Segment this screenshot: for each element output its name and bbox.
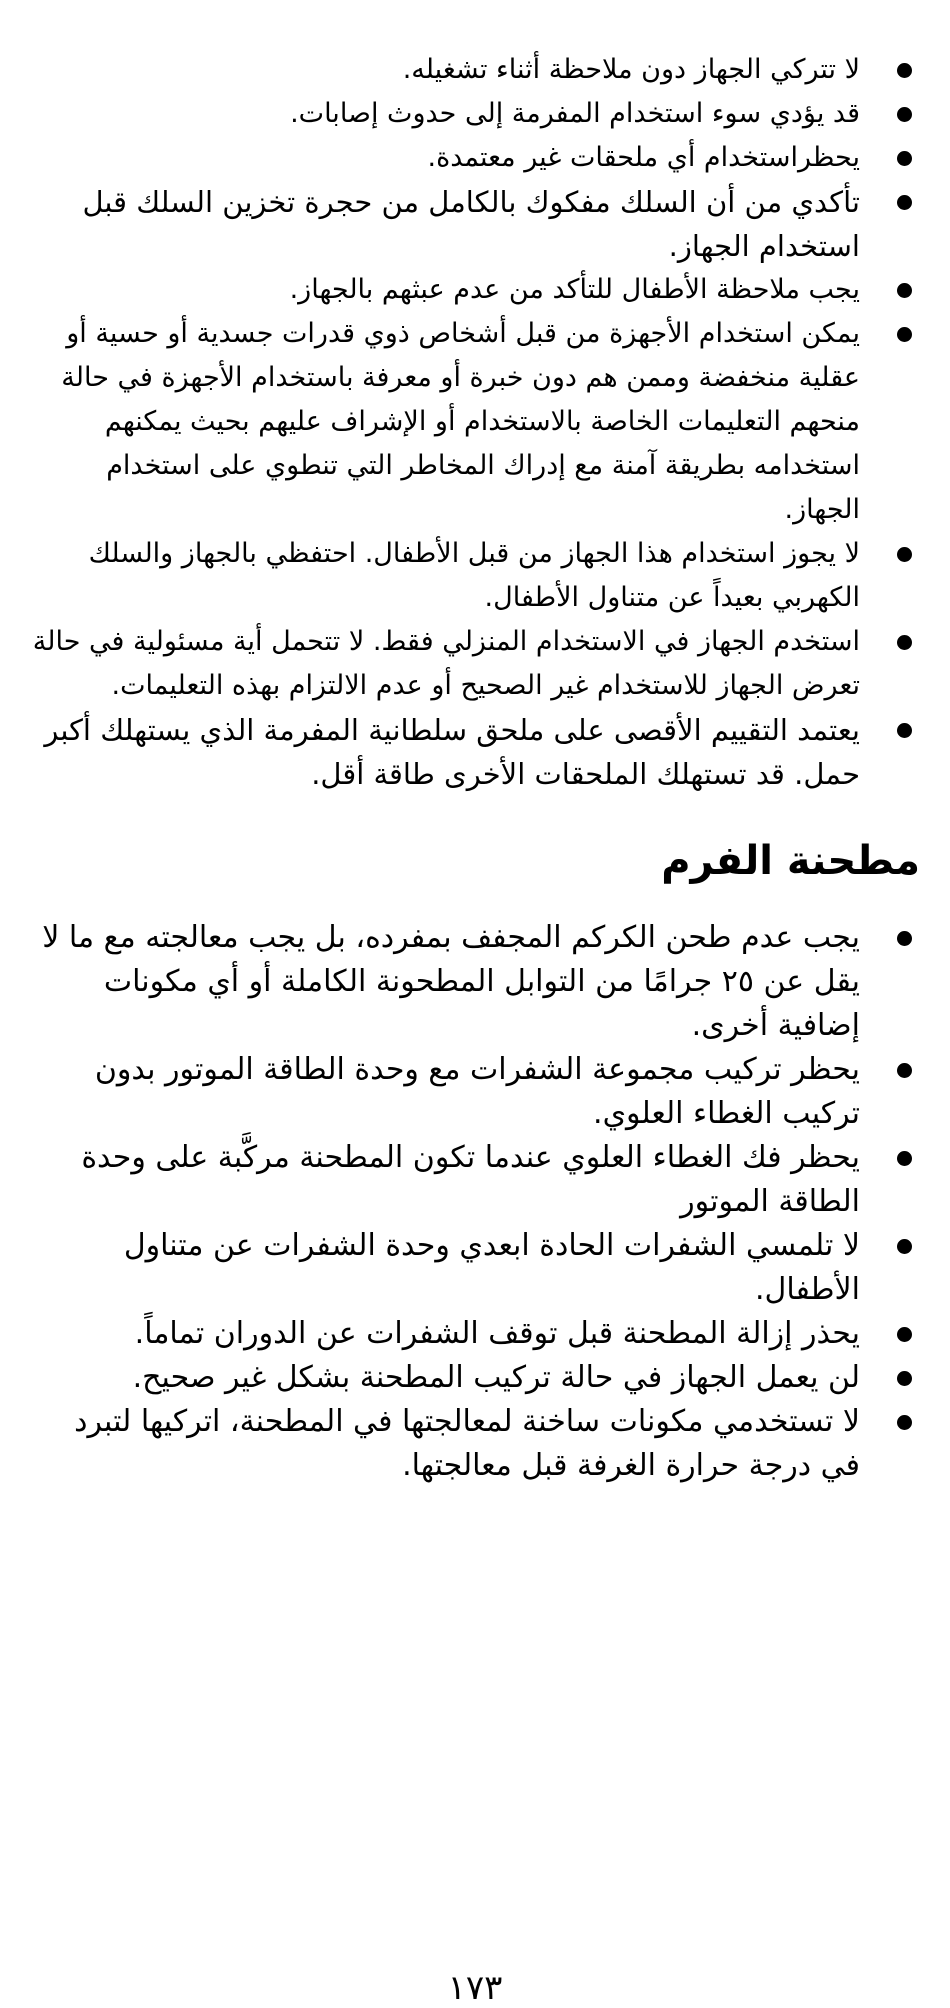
bullet-icon: [897, 1239, 912, 1254]
list-item: [30, 916, 920, 1048]
list-item: [30, 1400, 920, 1488]
bullet-icon: [897, 1371, 912, 1386]
list-item-text: لا تستخدمي مكونات ساخنة لمعالجتها في المطحنة، اتركيها لتبرد في درجة حرارة الغرفة قبل معالجتها.: [74, 1404, 860, 1483]
list-item: [30, 620, 920, 708]
list-item: [30, 48, 920, 92]
list-item: [30, 532, 920, 620]
list-item: [30, 1356, 920, 1400]
list-item-text: يجب عدم طحن الكركم المجفف بمفرده، بل يجب معالجته مع ما لا يقل عن ٢٥ جرامًا من التوابل المطحونة الكاملة أو أي مكونات إضافية أخرى.: [42, 920, 860, 1043]
bullet-icon: [897, 195, 912, 210]
list-item: [30, 180, 920, 268]
grinder-instructions-list: [30, 916, 920, 1488]
list-item-text: يمكن استخدام الأجهزة من قبل أشخاص ذوي قدرات جسدية أو حسية أو عقلية منخفضة وممن هم دون خبرة أو معرفة باستخدام الأجهزة في حالة منحهم التعليمات الخاصة بالاستخدام أو الإشراف عليهم بحيث يمكنهم استخدامه بطريقة آمنة مع إدراك المخاطر التي تنطوي على استخدام الجهاز.: [61, 318, 860, 525]
safety-instructions-list: [30, 48, 920, 796]
list-item-text: لا يجوز استخدام هذا الجهاز من قبل الأطفال. احتفظي بالجهاز والسلك الكهربي بعيداً عن متناول الأطفال.: [88, 538, 860, 613]
list-item: [30, 92, 920, 136]
list-item: [30, 1224, 920, 1312]
bullet-icon: [897, 547, 912, 562]
bullet-icon: [897, 723, 912, 738]
bullet-icon: [897, 1415, 912, 1430]
list-item-text: تأكدي من أن السلك مفكوك بالكامل من حجرة تخزين السلك قبل استخدام الجهاز.: [82, 185, 860, 263]
list-item-text: يحظر تركيب مجموعة الشفرات مع وحدة الطاقة الموتور بدون تركيب الغطاء العلوي.: [94, 1052, 860, 1131]
page-number: ١٧٣: [447, 1968, 503, 2008]
list-item: [30, 136, 920, 180]
list-item: [30, 1048, 920, 1136]
list-item: [30, 708, 920, 796]
bullet-icon: [897, 63, 912, 78]
list-item-text: لا تتركي الجهاز دون ملاحظة أثناء تشغيله.: [402, 54, 860, 85]
bullet-icon: [897, 1327, 912, 1342]
list-item-text: لا تلمسي الشفرات الحادة ابعدي وحدة الشفرات عن متناول الأطفال.: [123, 1228, 860, 1307]
list-item-text: يعتمد التقييم الأقصى على ملحق سلطانية المفرمة الذي يستهلك أكبر حمل. قد تستهلك الملحقات الأخرى طاقة أقل.: [44, 713, 860, 791]
list-item-text: يحظر فك الغطاء العلوي عندما تكون المطحنة مركَّبة على وحدة الطاقة الموتور: [81, 1140, 860, 1219]
bullet-icon: [897, 1063, 912, 1078]
bullet-icon: [897, 931, 912, 946]
list-item-text: يجب ملاحظة الأطفال للتأكد من عدم عبثهم بالجهاز.: [289, 274, 860, 305]
list-item: [30, 268, 920, 312]
list-item-text: يحذر إزالة المطحنة قبل توقف الشفرات عن الدوران تماماً.: [134, 1316, 860, 1351]
list-item: [30, 312, 920, 532]
bullet-icon: [897, 635, 912, 650]
list-item-text: لن يعمل الجهاز في حالة تركيب المطحنة بشكل غير صحيح.: [132, 1360, 860, 1395]
bullet-icon: [897, 327, 912, 342]
list-item: [30, 1312, 920, 1356]
bullet-icon: [897, 107, 912, 122]
bullet-icon: [897, 283, 912, 298]
bullet-icon: [897, 151, 912, 166]
section-heading: مطحنة الفرم: [661, 838, 920, 884]
document-page: [30, 48, 920, 1488]
list-item: [30, 1136, 920, 1224]
list-item-text: قد يؤدي سوء استخدام المفرمة إلى حدوث إصابات.: [290, 98, 860, 129]
list-item-text: يحظراستخدام أي ملحقات غير معتمدة.: [427, 142, 860, 173]
list-item-text: استخدم الجهاز في الاستخدام المنزلي فقط. لا تتحمل أية مسئولية في حالة تعرض الجهاز للاستخدام غير الصحيح أو عدم الالتزام بهذه التعليمات.: [32, 626, 860, 701]
bullet-icon: [897, 1151, 912, 1166]
